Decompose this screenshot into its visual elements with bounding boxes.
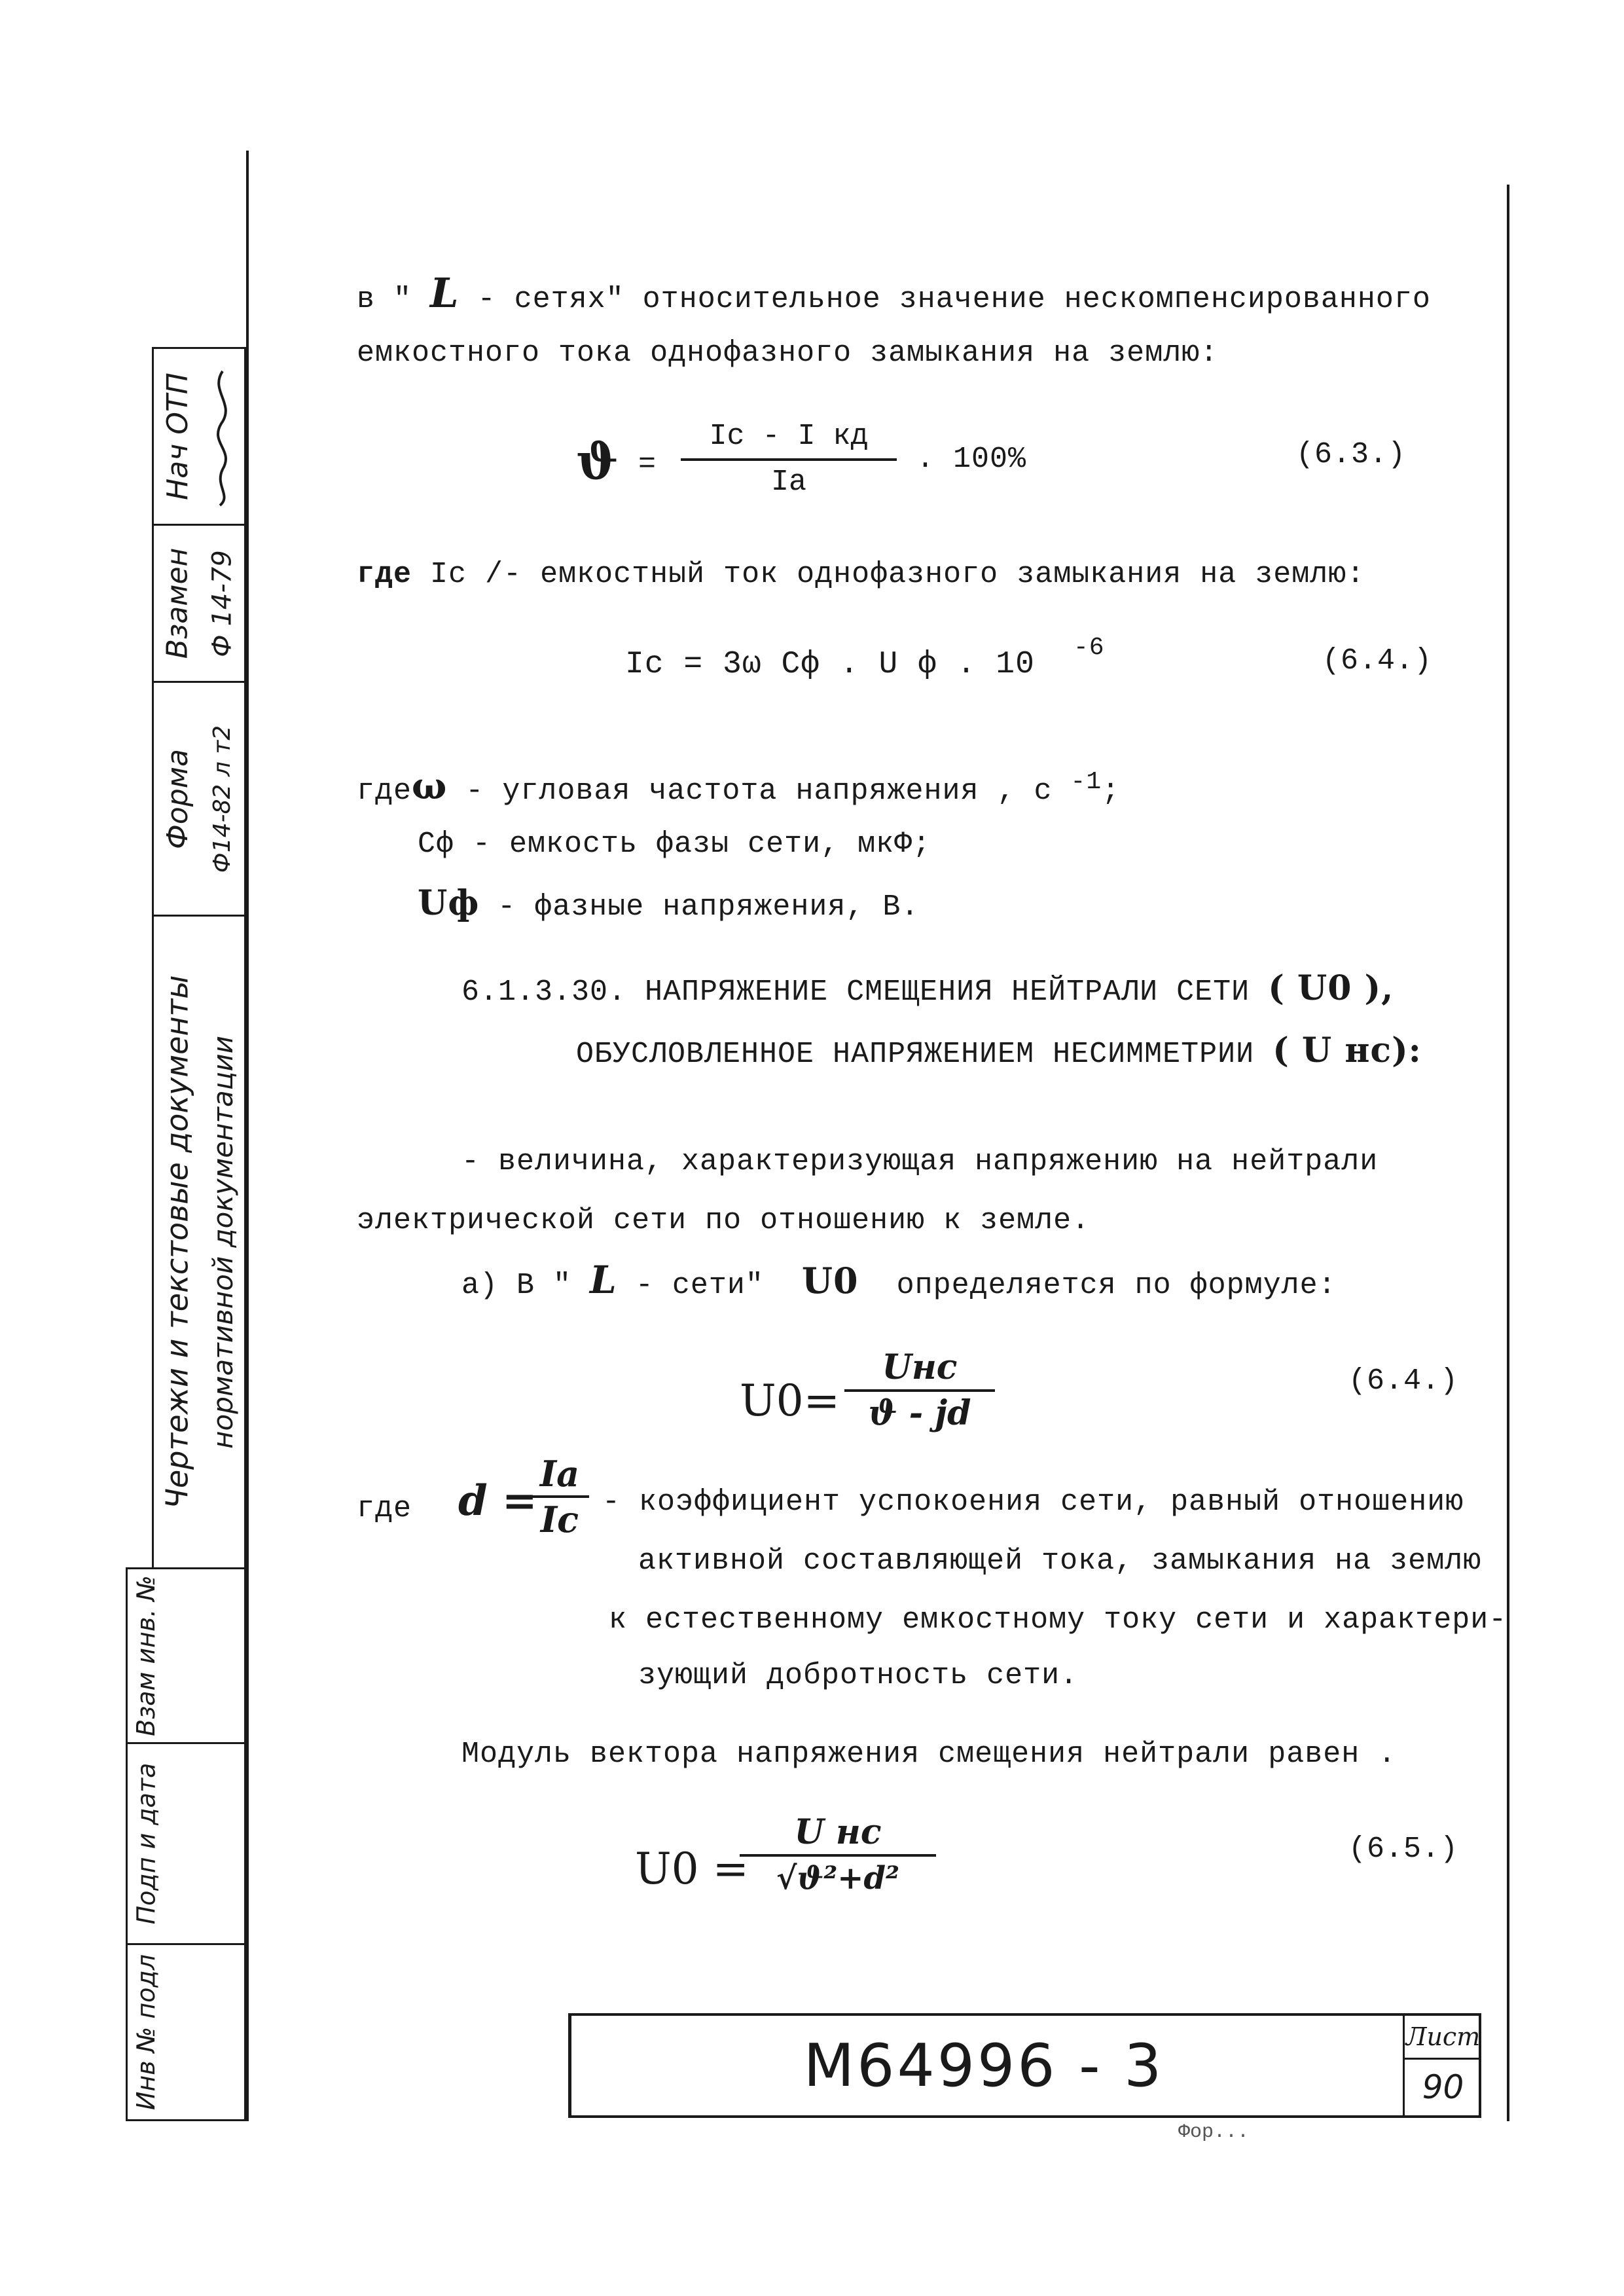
formula-6-5-fraction: U нс √ϑ²+d²	[740, 1813, 936, 1897]
description-line1: - величина, характеризующая напряжению на нейтрали	[461, 1145, 1379, 1178]
sign-date-label: Подп и дата	[132, 1762, 160, 1925]
doc-number: M64996 - 3	[803, 2031, 1164, 2100]
left-border-line	[246, 151, 249, 2121]
inv-label: Инв № подл	[132, 1954, 161, 2111]
head-label: Нач ОТП	[160, 373, 194, 500]
sheet-number: 90	[1422, 2068, 1464, 2106]
side-stamp-form-cell	[152, 681, 246, 917]
multiplier: . 100%	[916, 443, 1027, 476]
side-stamp-head-cell	[152, 347, 246, 526]
side-stamp-sign-date-cell	[126, 1742, 246, 1945]
u0-lhs: U0=	[740, 1376, 840, 1426]
section-heading-line2: ОБУСЛОВЛЕННОЕ НАПРЯЖЕНИЕМ НЕСИММЕТРИИ ( U нс):	[576, 1030, 1422, 1071]
denominator: Ia	[770, 465, 806, 499]
formula-6-4b-fraction: Uнс ϑ - jd	[844, 1349, 995, 1432]
section-heading-line1: 6.1.3.30. НАПРЯЖЕНИЕ СМЕЩЕНИЯ НЕЙТРАЛИ СЕТИ ( U0 ),	[461, 968, 1394, 1009]
head-signature	[203, 365, 242, 509]
u0-lhs: U0 =	[635, 1844, 749, 1894]
numerator: Ic - I кд	[709, 420, 869, 453]
right-border-line	[1507, 185, 1509, 2121]
omega-symbol: ω	[412, 765, 448, 808]
formula-6-3-fraction	[681, 418, 897, 501]
uf-definition: Uф - фазные напряжения, В.	[418, 883, 920, 924]
side-stamp-replace-cell	[152, 524, 246, 683]
modulus-line: Модуль вектора напряжения смещения нейтрали равен .	[461, 1738, 1397, 1771]
where-ic-line: где Ic /- емкостный ток однофазного замыкания на землю:	[357, 558, 1365, 591]
replace-label: Взамен	[160, 547, 194, 659]
equation-number: (6.5.)	[1348, 1832, 1459, 1866]
side-stamp-inv-cell	[126, 1943, 246, 2121]
replace-value: Ф 14-79	[208, 549, 238, 657]
l-network-symbol: L	[430, 269, 460, 317]
ic-exponent: -6	[1074, 634, 1105, 662]
side-stamp-drawings-cell	[152, 915, 246, 1569]
drawings-line2: нормативной документации	[206, 1035, 239, 1449]
theta-symbol: ϑ	[576, 432, 619, 490]
cf-definition: Сф - емкость фазы сети, мкФ;	[418, 828, 931, 861]
form-label: Форма	[160, 748, 194, 849]
damping-fraction: Ia Ic	[530, 1455, 589, 1539]
replace-inv-label: Взам инв. №	[132, 1575, 160, 1736]
description-line3: а) В " L - сети" U0 определяется по формуле:	[461, 1258, 1337, 1302]
equals-sign: =	[638, 448, 657, 481]
equation-number: (6.4.)	[1348, 1364, 1459, 1398]
drawings-line1: Чертежи и текстовые документы	[160, 975, 196, 1509]
sheet-label: Лист	[1405, 2016, 1481, 2060]
description-line2: электрической сети по отношению к земле.	[357, 1204, 1091, 1237]
intro-line1: в " L - сетях" относительное значение нескомпенсированного	[357, 269, 1431, 317]
title-block	[568, 2013, 1481, 2118]
d-symbol: d =	[458, 1476, 537, 1525]
intro-line2: емкостного тока однофазного замыкания на землю:	[357, 337, 1219, 370]
ic-formula: Ic = 3ω Cф . U ф . 10	[625, 647, 1035, 682]
equation-number: (6.4.)	[1322, 644, 1433, 678]
omega-definition: гдеω - угловая частота напряжения , с $^{-1}$;	[357, 765, 1121, 808]
side-stamp-replace-inv-cell	[126, 1567, 246, 1744]
footer-fragment: Фор...	[1178, 2121, 1250, 2143]
equation-number: (6.3.)	[1296, 438, 1407, 471]
sheet-cell	[1403, 2016, 1481, 2115]
form-value: Ф14-82 л т2	[209, 725, 236, 873]
